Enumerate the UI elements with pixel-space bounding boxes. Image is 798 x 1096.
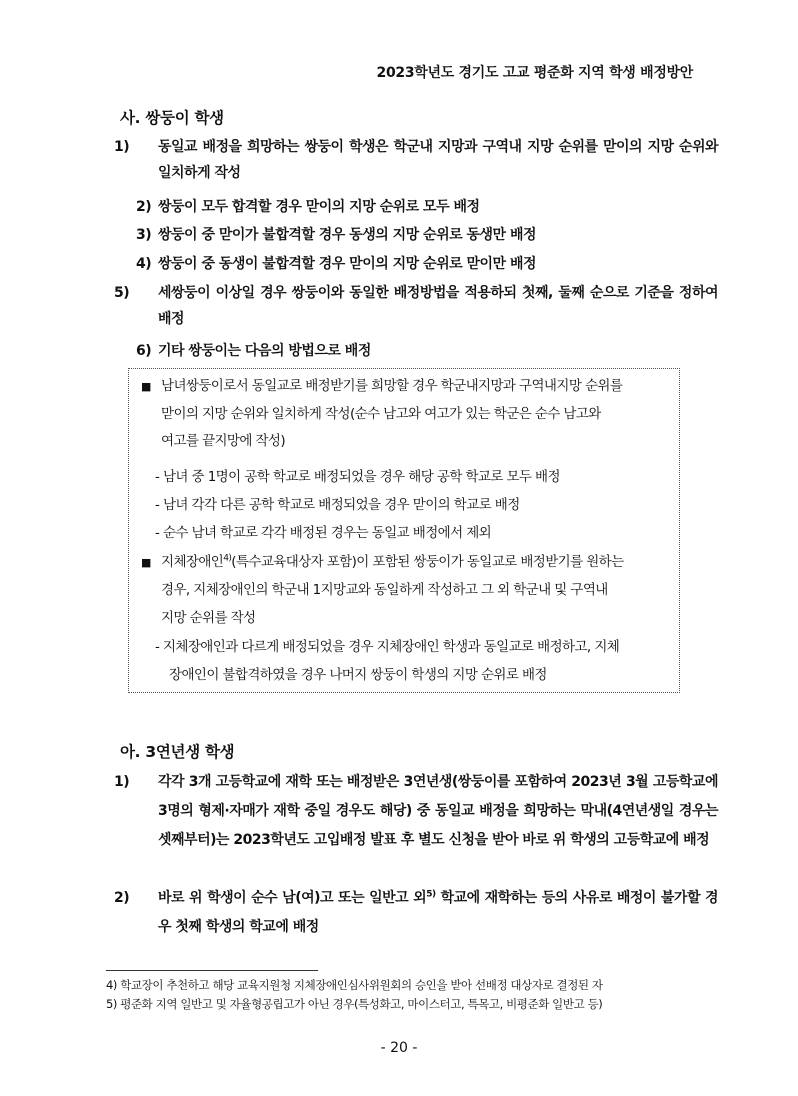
twins-item-3 [136, 222, 696, 248]
section-title-triplets: 아. 3연년생 학생 [120, 743, 235, 761]
footnote-4: 4) 학교장이 추천하고 해당 교육지원청 지체장애인심사위원회의 승인을 받아 선배정 대상자로 결정된 자 [106, 978, 603, 992]
dash-icon: - [155, 639, 160, 655]
dash-icon: - [155, 525, 160, 541]
box-bullet-2-line-3: 지망 순위를 작성 [161, 610, 256, 626]
twins-item-4 [136, 251, 696, 277]
triplets-item-1 [114, 768, 718, 855]
triplets-item-2: 2) 바로 위 학생이 순수 남(여)고 또는 일반고 외$^{5)}$ 학교에 재학하는 등의 사유로 배정이 불가할 경우 첫째 학생의 학교에 배정 [136, 884, 718, 942]
item-number: 6) [136, 343, 152, 359]
dash-icon: - [155, 497, 160, 513]
item-text: 동일교 배정을 희망하는 쌍둥이 학생은 학군내 지망과 구역내 지망 순위를 맏이의 지망 순위와 일치하게 작성 [158, 139, 718, 181]
item-number: 1) [114, 139, 130, 155]
box-bullet-2-line-1: ■ 지체장애인$^{4)}$(특수교육대상자 포함)이 포함된 쌍둥이가 동일교로 배정받기를 원하는 [141, 550, 624, 575]
twins-item-5 [114, 280, 718, 332]
footnote-ref-5: 5) [426, 889, 436, 900]
box-bullet-1-line-1: ■ 남녀쌍둥이로서 동일교로 배정받기를 희망할 경우 학군내지망과 구역내지망 순위를 [141, 374, 622, 399]
twins-item-2 [136, 194, 696, 220]
item-number: 2) [114, 890, 130, 906]
item-text: 세쌍둥이 이상일 경우 쌍둥이와 동일한 배정방법을 적용하되 첫째, 둘째 순으로 기준을 정하여 배정 [158, 285, 718, 327]
box-dash-2: - 남녀 각각 다른 공학 학교로 배정되었을 경우 맏이의 학교로 배정 [155, 497, 520, 513]
twins-item-6 [136, 338, 696, 364]
document-header: 2023학년도 경기도 고교 평준화 지역 학생 배정방안 [376, 65, 693, 81]
item-text: 각각 3개 고등학교에 재학 또는 배정받은 3연년생(쌍둥이를 포함하여 2023년 3월 고등학교에 3명의 형제·자매가 재학 중일 경우도 해당) 중 동일교 배정을 희망하는 막내(4연년생일 경우는 셋째부터)는 2023학년도 고입배정 발표 후 별도 신청을 받아 바로 위 학생의 고등학교에 배정 [158, 774, 718, 848]
square-bullet-icon: ■ [141, 380, 151, 393]
item-text: 쌍둥이 모두 합격할 경우 맏이의 지망 순위로 모두 배정 [158, 199, 480, 215]
item-number: 1) [114, 774, 130, 790]
dash-icon: - [155, 469, 160, 485]
item-number: 3) [136, 227, 152, 243]
footnote-5: 5) 평준화 지역 일반고 및 자율형공립고가 아닌 경우(특성화고, 마이스터고, 특목고, 비평준화 일반고 등) [106, 997, 603, 1011]
box-bullet-2-line-2: 경우, 지체장애인의 학군내 1지망교와 동일하게 작성하고 그 외 학군내 및 구역내 [161, 582, 608, 598]
box-bullet-1-line-2: 맏이의 지망 순위와 일치하게 작성(순수 남고와 여고가 있는 학군은 순수 남고와 [161, 406, 601, 422]
page-number: - 20 - [380, 1040, 418, 1056]
item-number: 5) [114, 285, 130, 301]
section-title-twins: 사. 쌍둥이 학생 [120, 109, 224, 127]
box-dash-3: - 순수 남녀 학교로 각각 배정된 경우는 동일교 배정에서 제외 [155, 525, 492, 541]
item-number: 2) [136, 199, 152, 215]
item-number: 4) [136, 256, 152, 272]
twins-item-1 [114, 134, 718, 186]
box-dash-1: - 남녀 중 1명이 공학 학교로 배정되었을 경우 해당 공학 학교로 모두 배정 [155, 469, 560, 485]
square-bullet-icon: ■ [141, 556, 151, 569]
box-dash-4-line-1: - 지체장애인과 다르게 배정되었을 경우 지체장애인 학생과 동일교로 배정하고, 지체 [155, 639, 620, 655]
item-text: 쌍둥이 중 동생이 불합격할 경우 맏이의 지망 순위로 맏이만 배정 [158, 256, 536, 272]
footnote-divider [106, 970, 318, 971]
twins-detail-box [128, 368, 680, 693]
item-text: 쌍둥이 중 맏이가 불합격할 경우 동생의 지망 순위로 동생만 배정 [158, 227, 536, 243]
box-bullet-1-line-3: 여고를 끝지망에 작성) [161, 433, 286, 449]
box-dash-4-line-2: 장애인이 불합격하였을 경우 나머지 쌍둥이 학생의 지망 순위로 배정 [169, 667, 547, 683]
item-text: 기타 쌍둥이는 다음의 방법으로 배정 [158, 343, 371, 359]
footnote-ref-4: 4) [223, 553, 232, 564]
